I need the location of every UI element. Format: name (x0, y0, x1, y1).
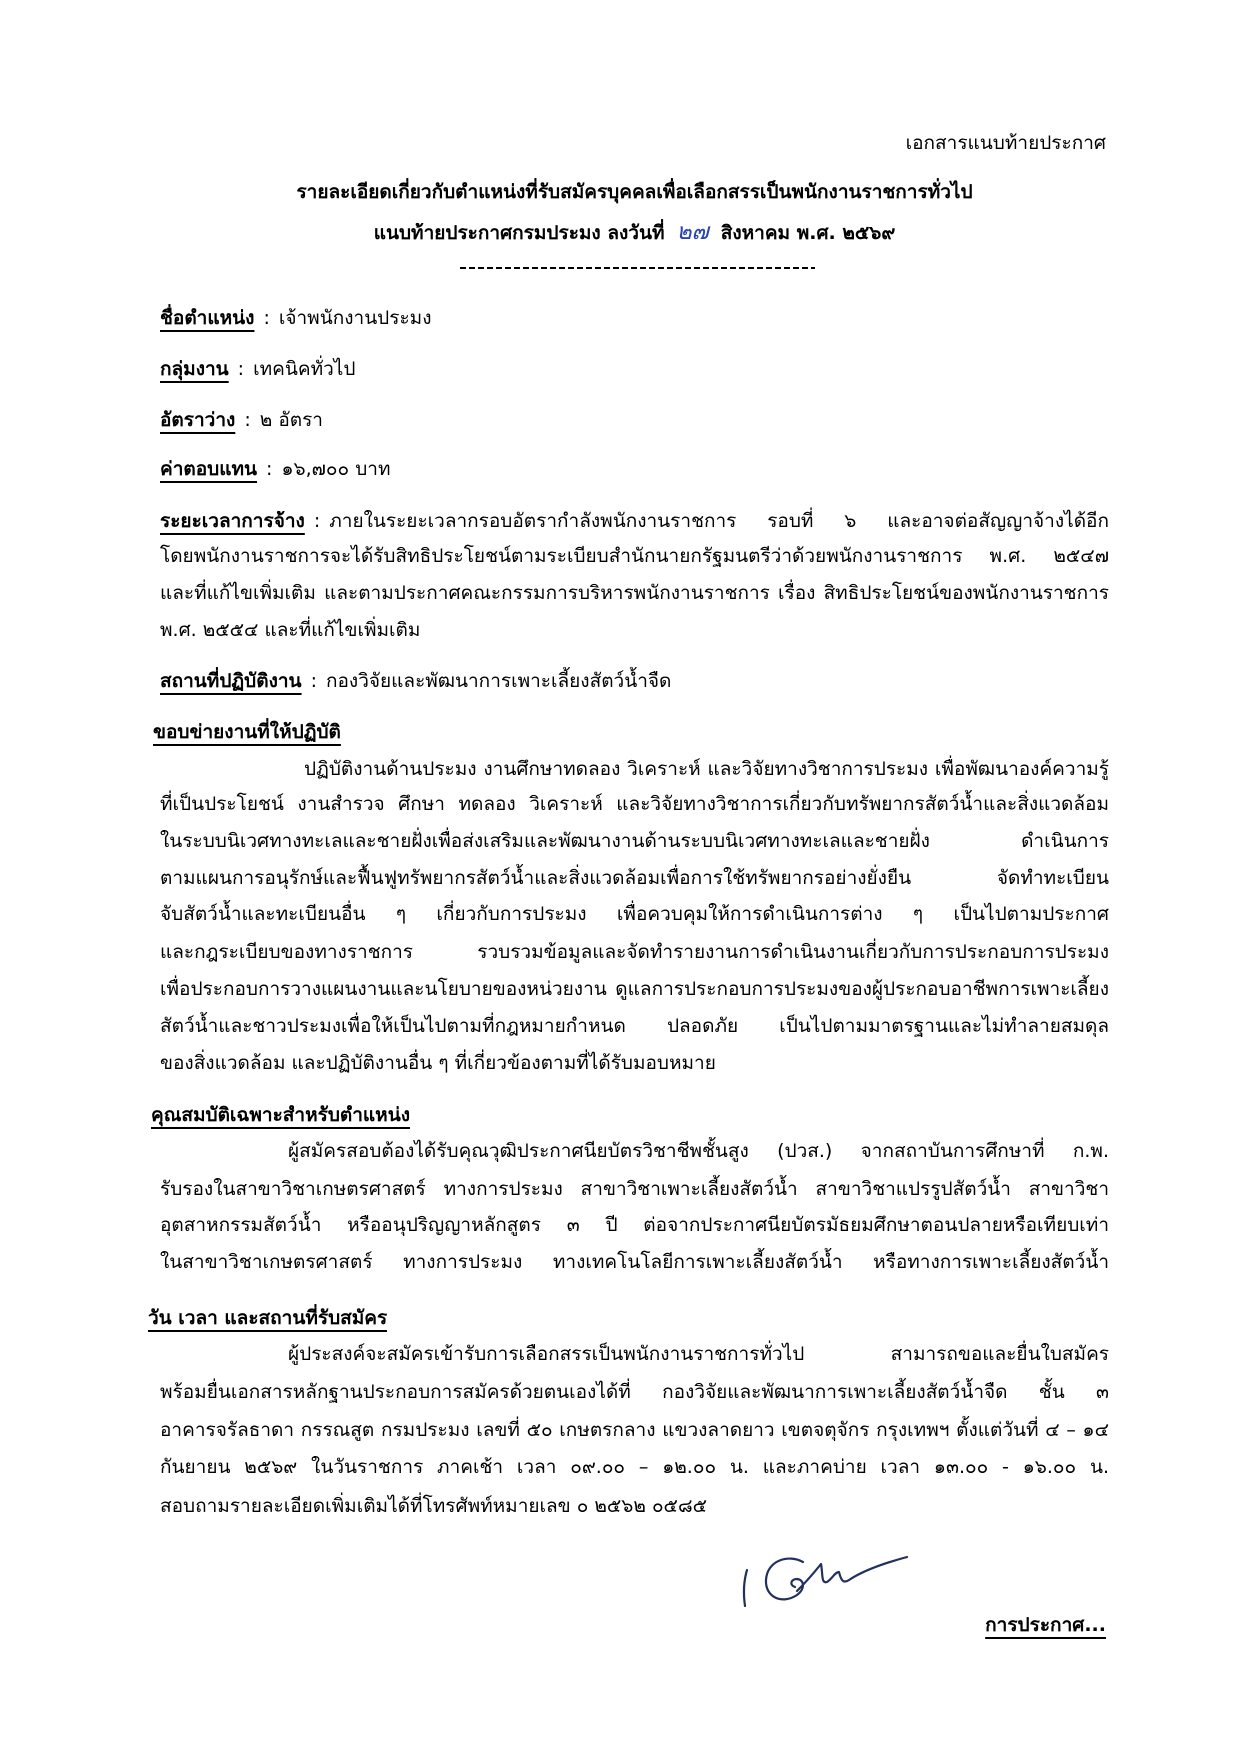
employment-period-line: โดยพนักงานราชการจะได้รับสิทธิประโยชน์ตามระเบียบสำนักนายกรัฐมนตรีว่าด้วยพนักงานราชการ พ.ศ. ๒๕๔๗ (160, 545, 1109, 567)
employment-period-text: ภายในระยะเวลากรอบอัตรากำลังพนักงานราชการ รอบที่ ๖ และอาจต่อสัญญาจ้างได้อีก (329, 510, 1109, 532)
section-scope-line: ตามแผนการอนุรักษ์และฟื้นฟูทรัพยากรสัตว์น้ำและสิ่งแวดล้อมเพื่อการใช้ทรัพยากรอย่างยั่งยืน จัดทำทะเบียน (160, 867, 1109, 889)
title-date-prefix: แนบท้ายประกาศกรมประมง ลงวันที่ (373, 222, 665, 244)
field-value: เทคนิคทั่วไป (253, 358, 356, 380)
field-label: ชื่อตำแหน่ง (160, 307, 255, 329)
section-application-line: อาคารจรัลธาดา กรรณสูต กรมประมง เลขที่ ๕๐ เกษตรกลาง แขวงลาดยาว เขตจตุจักร กรุงเทพฯ ตั้งแต่วันที่ ๔ – ๑๔ (160, 1419, 1109, 1441)
section-qualifications-line: ผู้สมัครสอบต้องได้รับคุณวุฒิประกาศนียบัตรวิชาชีพชั้นสูง (ปวส.) จากสถาบันการศึกษาที่ ก.พ. (288, 1140, 1109, 1162)
section-application-line: ผู้ประสงค์จะสมัครเข้ารับการเลือกสรรเป็นพนักงานราชการทั่วไป สามารถขอและยื่นใบสมัคร (288, 1343, 1109, 1365)
field-separator: : (244, 409, 251, 431)
field-label: กลุ่มงาน (160, 358, 229, 380)
field-separator: : (313, 510, 321, 532)
continuation-marker: การประกาศ... (985, 1614, 1106, 1636)
section-scope-heading: ขอบข่ายงานที่ให้ปฏิบัติ (153, 721, 341, 743)
section-scope-line: สัตว์น้ำและชาวประมงเพื่อให้เป็นไปตามที่กฎหมายกำหนด ปลอดภัย เป็นไปตามมาตรฐานและไม่ทำลายสมดุล (160, 1015, 1109, 1037)
field-separator: : (263, 307, 270, 329)
employment-period-line (160, 503, 1109, 540)
employment-period-label: ระยะเวลาการจ้าง (160, 510, 305, 532)
field-vacancies (160, 402, 323, 439)
field-separator: : (266, 458, 273, 480)
section-scope-line: จับสัตว์น้ำและทะเบียนอื่น ๆ เกี่ยวกับการประมง เพื่อควบคุมให้การดำเนินการต่าง ๆ เป็นไปตามประกาศ (160, 903, 1109, 925)
field-compensation (160, 451, 390, 488)
field-separator: : (310, 670, 317, 692)
field-work-group (160, 351, 355, 388)
title-date-suffix: สิงหาคม พ.ศ. ๒๕๖๙ (720, 222, 896, 244)
section-scope-line: ปฏิบัติงานด้านประมง งานศึกษาทดลอง วิเคราะห์ และวิจัยทางวิชาการประมง เพื่อพัฒนาองค์ความรู้ (304, 758, 1109, 780)
field-separator: : (237, 358, 245, 380)
employment-period-line: พ.ศ. ๒๕๕๔ และที่แก้ไขเพิ่มเติม (160, 619, 421, 641)
section-scope-line: ในระบบนิเวศทางทะเลและชายฝั่งเพื่อส่งเสริมและพัฒนางานด้านระบบนิเวศทางทะเลและชายฝั่ง ดำเนินการ (160, 830, 1109, 852)
field-label: อัตราว่าง (160, 409, 236, 431)
section-application-line: กันยายน ๒๕๖๙ ในวันราชการ ภาคเช้า เวลา ๐๙.๐๐ – ๑๒.๐๐ น. และภาคบ่าย เวลา ๑๓.๐๐ - ๑๖.๐๐ น. (160, 1456, 1109, 1478)
field-label: สถานที่ปฏิบัติงาน (160, 670, 302, 692)
field-value: ๑๖,๗๐๐ บาท (281, 458, 391, 480)
title-divider (460, 267, 815, 269)
field-workplace (160, 663, 671, 700)
field-value: เจ้าพนักงานประมง (278, 307, 432, 329)
section-application-line: พร้อมยื่นเอกสารหลักฐานประกอบการสมัครด้วยตนเองได้ที่ กองวิจัยและพัฒนาการเพาะเลี้ยงสัตว์น้ำจืด ชั้น ๓ (160, 1381, 1109, 1403)
section-qualifications-line: ในสาขาวิชาเกษตรศาสตร์ ทางการประมง ทางเทคโนโลยีการเพาะเลี้ยงสัตว์น้ำ หรือทางการเพาะเลี้ยงสัตว์น้ำ (160, 1251, 1109, 1273)
section-qualifications-line: รับรองในสาขาวิชาเกษตรศาสตร์ ทางการประมง สาขาวิชาเพาะเลี้ยงสัตว์น้ำ สาขาวิชาแปรรูปสัตว์น้ำ สาขาวิชา (160, 1178, 1109, 1200)
employment-period-line: และที่แก้ไขเพิ่มเติม และตามประกาศคณะกรรมการบริหารพนักงานราชการ เรื่อง สิทธิประโยชน์ของพนักงานราชการ (160, 582, 1109, 604)
section-scope-line: เพื่อประกอบการวางแผนงานและนโยบายของหน่วยงาน ดูแลการประกอบการประมงของผู้ประกอบอาชีพการเพาะเลี้ยง (160, 978, 1109, 1000)
field-value: ๒ อัตรา (259, 409, 323, 431)
field-position-name (160, 300, 432, 337)
title-line-1: รายละเอียดเกี่ยวกับตำแหน่งที่รับสมัครบุคคลเพื่อเลือกสรรเป็นพนักงานราชการทั่วไป (296, 181, 973, 203)
signature (735, 1550, 910, 1615)
section-scope-line: และกฎระเบียบของทางราชการ รวบรวมข้อมูลและจัดทำรายงานการดำเนินงานเกี่ยวกับการประกอบการประมง (160, 941, 1109, 963)
section-qualifications-line: อุตสาหกรรมสัตว์น้ำ หรืออนุปริญญาหลักสูตร ๓ ปี ต่อจากประกาศนียบัตรมัธยมศึกษาตอนปลายหรือเทียบเท่า (160, 1214, 1109, 1236)
section-scope-line: ของสิ่งแวดล้อม และปฏิบัติงานอื่น ๆ ที่เกี่ยวข้องตามที่ได้รับมอบหมาย (160, 1052, 716, 1074)
title-line-2 (160, 214, 1109, 251)
field-value: กองวิจัยและพัฒนาการเพาะเลี้ยงสัตว์น้ำจืด (325, 670, 672, 692)
handwritten-date: ๒๗ (676, 219, 709, 245)
section-scope-line: ที่เป็นประโยชน์ งานสำรวจ ศึกษา ทดลอง วิเคราะห์ และวิจัยทางวิชาการเกี่ยวกับทรัพยากรสัตว์น้ำและสิ่งแวดล้อม (160, 793, 1109, 815)
section-application-line: สอบถามรายละเอียดเพิ่มเติมได้ที่โทรศัพท์หมายเลข ๐ ๒๕๖๒ ๐๕๘๕ (160, 1495, 708, 1517)
attachment-label: เอกสารแนบท้ายประกาศ (905, 132, 1106, 154)
section-application-heading: วัน เวลา และสถานที่รับสมัคร (148, 1307, 388, 1329)
field-label: ค่าตอบแทน (160, 458, 258, 480)
section-qualifications-heading: คุณสมบัติเฉพาะสำหรับตำแหน่ง (151, 1104, 411, 1126)
